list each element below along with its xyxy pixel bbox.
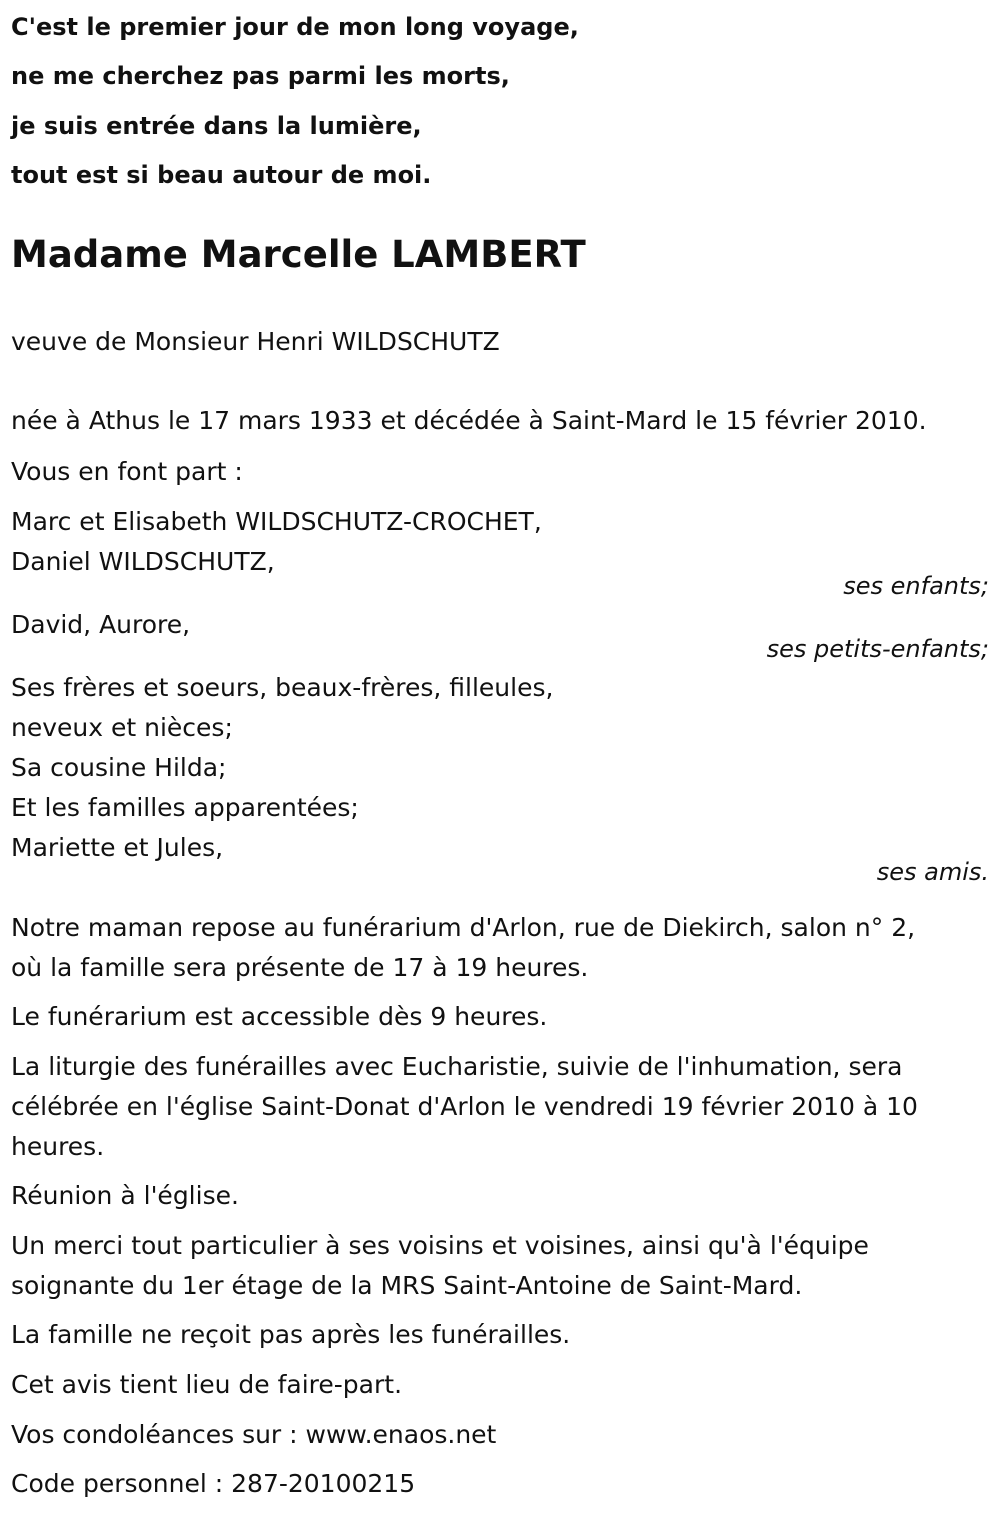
child-line: Daniel WILDSCHUTZ, [11,547,275,576]
condolences: Vos condoléances sur : www.enaos.net [11,1420,497,1449]
birth-death: née à Athus le 17 mars 1933 et décédée à Saint-Mard le 15 février 2010. [11,406,927,435]
widow-of: veuve de Monsieur Henri WILDSCHUTZ [11,327,500,356]
child-line: Marc et Elisabeth WILDSCHUTZ-CROCHET, [11,507,542,536]
personal-code: Code personnel : 287-20100215 [11,1469,416,1498]
children-label: ses enfants; [843,572,989,600]
notice: Cet avis tient lieu de faire-part. [11,1370,403,1399]
rest-place-line: Notre maman repose au funérarium d'Arlon, rue de Diekirch, salon n° 2, [11,913,916,942]
family-line: Sa cousine Hilda; [11,753,227,782]
liturgy-line: La liturgie des funérailles avec Eucharistie, suivie de l'inhumation, sera [11,1052,903,1081]
grandchildren-label: ses petits-enfants; [766,635,989,663]
poem-line: tout est si beau autour de moi. [11,161,432,189]
liturgy-line: célébrée en l'église Saint-Donat d'Arlon le vendredi 19 février 2010 à 10 [11,1092,918,1121]
poem-line: ne me cherchez pas parmi les morts, [11,62,510,90]
family-line: Ses frères et soeurs, beaux-frères, filleules, [11,673,554,702]
thanks-line: Un merci tout particulier à ses voisins et voisines, ainsi qu'à l'équipe [11,1231,869,1260]
church-meeting: Réunion à l'église. [11,1181,239,1210]
poem-line: C'est le premier jour de mon long voyage, [11,13,579,41]
family-line: Et les familles apparentées; [11,793,359,822]
access-hours: Le funérarium est accessible dès 9 heures. [11,1002,548,1031]
liturgy-line: heures. [11,1132,105,1161]
friends-label: ses amis. [876,858,989,886]
no-reception: La famille ne reçoit pas après les funérailles. [11,1320,571,1349]
poem-line: je suis entrée dans la lumière, [11,112,422,140]
thanks-line: soignante du 1er étage de la MRS Saint-Antoine de Saint-Mard. [11,1271,803,1300]
deceased-name: Madame Marcelle LAMBERT [11,233,586,276]
rest-place-line: où la famille sera présente de 17 à 19 heures. [11,953,589,982]
family-line: neveux et nièces; [11,713,233,742]
announcers-intro: Vous en font part : [11,457,243,486]
family-line: Mariette et Jules, [11,833,224,862]
grandchild-line: David, Aurore, [11,610,191,639]
